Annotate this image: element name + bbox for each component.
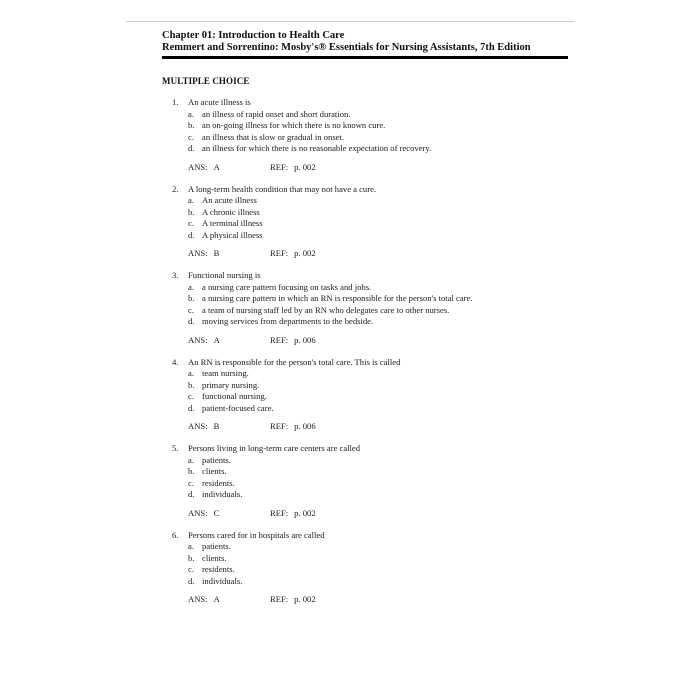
page-reference	[270, 421, 316, 433]
book-title: Remmert and Sorrentino: Mosby's® Essentials for Nursing Assistants, 7th Edition	[162, 42, 531, 53]
answer-key	[188, 335, 270, 347]
option-text: functional nursing.	[202, 391, 267, 401]
answer-option	[188, 478, 568, 490]
option-text: residents.	[202, 477, 235, 488]
answer-reference-row	[188, 421, 568, 433]
answer-key	[188, 162, 270, 174]
answer-label: ANS:	[188, 594, 208, 604]
option-list	[188, 282, 568, 328]
question-number: 6.	[172, 529, 179, 540]
answer-option	[188, 207, 568, 219]
option-text: A physical illness	[202, 229, 263, 240]
question-item	[172, 530, 568, 606]
answer-option	[188, 195, 568, 207]
option-letter: d.	[188, 229, 195, 240]
answer-label: ANS:	[188, 161, 208, 172]
reference-value: p. 002	[294, 248, 316, 258]
page-reference	[270, 508, 316, 520]
answer-option	[188, 230, 568, 242]
answer-key	[188, 594, 270, 606]
answer-option	[188, 380, 568, 392]
answer-reference-row	[188, 508, 568, 520]
reference-label: REF:	[270, 421, 289, 431]
option-text: a nursing care pattern in which an RN is responsible for the person's total care.	[202, 293, 473, 303]
option-text: residents.	[202, 564, 235, 574]
option-list	[188, 195, 568, 241]
answer-option	[188, 455, 568, 467]
answer-value: A	[213, 161, 220, 172]
question-item	[172, 443, 568, 519]
question-text: Persons cared for in hospitals are called	[188, 529, 325, 540]
reference-label: REF:	[270, 507, 289, 518]
reference-label: REF:	[270, 161, 289, 172]
option-letter: d.	[188, 575, 195, 586]
option-letter: b.	[188, 120, 195, 130]
page-reference	[270, 594, 316, 606]
reference-label: REF:	[270, 334, 289, 345]
option-text: An acute illness	[202, 195, 257, 205]
question-list	[172, 97, 568, 616]
reference-value: p. 002	[294, 507, 316, 518]
option-text: clients.	[202, 466, 227, 476]
option-list	[188, 368, 568, 414]
option-list	[188, 455, 568, 501]
answer-option	[188, 120, 568, 132]
reference-label: REF:	[270, 248, 289, 258]
page-reference	[270, 248, 316, 260]
question-text: Persons living in long-term care centers are called	[188, 443, 361, 453]
section-title: MULTIPLE CHOICE	[162, 76, 250, 86]
answer-option	[188, 305, 568, 317]
answer-option	[188, 403, 568, 415]
option-text: primary nursing.	[202, 379, 260, 390]
question-item	[172, 270, 568, 346]
option-letter: c.	[188, 477, 194, 488]
answer-option	[188, 541, 568, 553]
option-letter: a.	[188, 454, 194, 465]
option-text: team nursing.	[202, 368, 249, 378]
option-letter: a.	[188, 281, 194, 292]
question-text: An RN is responsible for the person's total care. This is called	[188, 356, 401, 367]
question-text: Functional nursing is	[188, 270, 261, 280]
option-letter: a.	[188, 195, 194, 205]
option-letter: c.	[188, 564, 194, 574]
page-reference	[270, 335, 316, 347]
top-divider	[126, 21, 574, 22]
option-letter: a.	[188, 368, 194, 378]
header-rule	[162, 56, 568, 59]
question-number: 3.	[172, 270, 179, 280]
option-letter: d.	[188, 316, 195, 326]
option-text: a team of nursing staff led by an RN who delegates care to other nurses.	[202, 304, 450, 315]
reference-value: p. 002	[294, 594, 316, 604]
option-list	[188, 541, 568, 587]
question-stem	[172, 530, 568, 542]
option-letter: c.	[188, 131, 194, 142]
document-header	[162, 30, 568, 59]
option-letter: d.	[188, 489, 195, 499]
answer-key	[188, 248, 270, 260]
answer-reference-row	[188, 248, 568, 260]
answer-option	[188, 218, 568, 230]
question-number: 2.	[172, 183, 179, 194]
answer-option	[188, 553, 568, 565]
option-letter: b.	[188, 206, 195, 217]
option-letter: c.	[188, 218, 194, 228]
option-text: patients.	[202, 541, 231, 551]
option-text: A terminal illness	[202, 218, 263, 228]
question-stem	[172, 97, 568, 109]
question-text: An acute illness is	[188, 97, 251, 107]
option-letter: d.	[188, 143, 195, 153]
answer-option	[188, 564, 568, 576]
answer-option	[188, 368, 568, 380]
question-stem	[172, 443, 568, 455]
option-letter: c.	[188, 391, 194, 401]
answer-value: A	[213, 594, 220, 604]
answer-option	[188, 282, 568, 294]
question-stem	[172, 184, 568, 196]
answer-option	[188, 391, 568, 403]
option-letter: a.	[188, 541, 194, 551]
answer-key	[188, 421, 270, 433]
question-item	[172, 97, 568, 173]
answer-option	[188, 316, 568, 328]
answer-label: ANS:	[188, 248, 208, 258]
question-stem	[172, 270, 568, 282]
option-text: individuals.	[202, 489, 243, 499]
question-item	[172, 184, 568, 260]
option-letter: b.	[188, 552, 195, 563]
answer-value: A	[213, 334, 220, 345]
reference-value: p. 006	[294, 421, 316, 431]
option-letter: c.	[188, 304, 194, 315]
option-text: clients.	[202, 552, 227, 563]
answer-value: B	[213, 248, 220, 258]
answer-value: C	[213, 507, 220, 518]
option-text: patient-focused care.	[202, 402, 274, 413]
option-text: an on-going illness for which there is no known cure.	[202, 120, 386, 130]
question-stem	[172, 357, 568, 369]
question-number: 1.	[172, 97, 179, 107]
answer-reference-row	[188, 335, 568, 347]
answer-label: ANS:	[188, 334, 208, 345]
answer-option	[188, 489, 568, 501]
option-text: an illness for which there is no reasonable expectation of recovery.	[202, 143, 432, 153]
answer-option	[188, 466, 568, 478]
option-text: A chronic illness	[202, 206, 260, 217]
option-text: individuals.	[202, 575, 243, 586]
answer-reference-row	[188, 162, 568, 174]
answer-option	[188, 576, 568, 588]
question-text: A long-term health condition that may not have a cure.	[188, 183, 377, 194]
answer-option	[188, 293, 568, 305]
page-reference	[270, 162, 316, 174]
option-text: an illness of rapid onset and short duration.	[202, 108, 351, 119]
reference-value: p. 002	[294, 161, 316, 172]
option-letter: a.	[188, 108, 194, 119]
option-text: patients.	[202, 454, 231, 465]
option-text: an illness that is slow or gradual in onset.	[202, 131, 345, 142]
option-letter: b.	[188, 379, 195, 390]
answer-reference-row	[188, 594, 568, 606]
answer-option	[188, 132, 568, 144]
question-item	[172, 357, 568, 433]
option-letter: b.	[188, 293, 195, 303]
answer-option	[188, 143, 568, 155]
answer-label: ANS:	[188, 507, 208, 518]
question-number: 5.	[172, 443, 179, 453]
option-text: moving services from departments to the bedside.	[202, 316, 374, 326]
answer-value: B	[213, 421, 220, 431]
option-letter: d.	[188, 402, 195, 413]
chapter-title: Chapter 01: Introduction to Health Care	[162, 30, 345, 41]
answer-option	[188, 109, 568, 121]
answer-label: ANS:	[188, 421, 208, 431]
option-list	[188, 109, 568, 155]
answer-key	[188, 508, 270, 520]
option-letter: b.	[188, 466, 195, 476]
reference-label: REF:	[270, 594, 289, 604]
question-number: 4.	[172, 356, 179, 367]
option-text: a nursing care pattern focusing on tasks and jobs.	[202, 281, 372, 292]
reference-value: p. 006	[294, 334, 316, 345]
